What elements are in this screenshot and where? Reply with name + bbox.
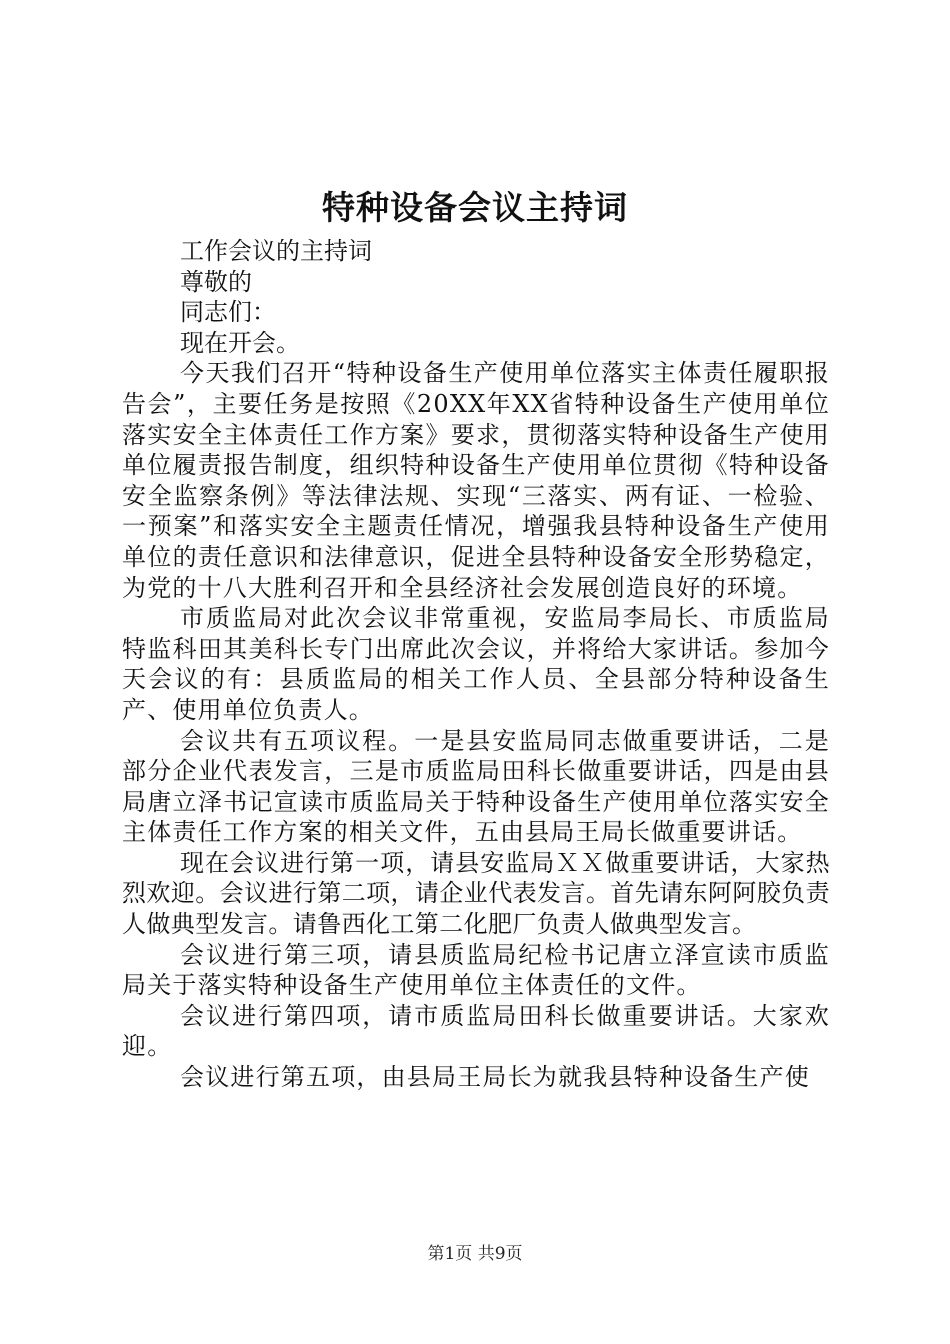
- paragraph: 今天我们召开“特种设备生产使用单位落实主体责任履职报告会”，主要任务是按照《20XX年XX省特种设备生产使用单位落实安全主体责任工作方案》要求，贯彻落实特种设备生产使用单位履责报告制度，组织特种设备生产使用单位贯彻《特种设备安全监察条例》等法律法规、实现“三落实、两有证、一检验、一预案”和落实安全主题责任情况，增强我县特种设备生产使用单位的责任意识和法律意识，促进全县特种设备安全形势稳定，为党的十八大胜利召开和全县经济社会发展创造良好的环境。: [122, 359, 830, 602]
- document-body: [122, 236, 830, 1093]
- paragraph: 现在会议进行第一项，请县安监局ＸＸ做重要讲话，大家热烈欢迎。会议进行第二项，请企业代表发言。首先请东阿阿胶负责人做典型发言。请鲁西化工第二化肥厂负责人做典型发言。: [122, 848, 830, 939]
- opening-line: 现在开会。: [180, 328, 300, 357]
- paragraph: 会议进行第四项，请市质监局田科长做重要讲话。大家欢迎。: [122, 1001, 830, 1061]
- paragraph: 会议进行第三项，请县质监局纪检书记唐立泽宣读市质监局关于落实特种设备生产使用单位主体责任的文件。: [122, 940, 830, 1000]
- page-number: 第1页 共9页: [427, 1244, 523, 1264]
- salutation-line: 同志们：: [180, 298, 276, 327]
- paragraph: 市质监局对此次会议非常重视，安监局李局长、市质监局特监科田其美科长专门出席此次会议，并将给大家讲话。参加今天会议的有：县质监局的相关工作人员、全县部分特种设备生产、使用单位负责人。: [122, 604, 830, 724]
- salutation-line: 尊敬的: [180, 267, 252, 296]
- paragraph: 会议进行第五项，由县局王局长为就我县特种设备生产使: [180, 1063, 810, 1092]
- paragraph: 会议共有五项议程。一是县安监局同志做重要讲话，二是部分企业代表发言，三是市质监局田科长做重要讲话，四是由县局唐立泽书记宣读市质监局关于特种设备生产使用单位落实安全主体责任工作方案的相关文件，五由县局王局长做重要讲话。: [122, 726, 830, 847]
- document-title: 特种设备会议主持词: [322, 188, 628, 227]
- heading-line: 工作会议的主持词: [180, 237, 372, 265]
